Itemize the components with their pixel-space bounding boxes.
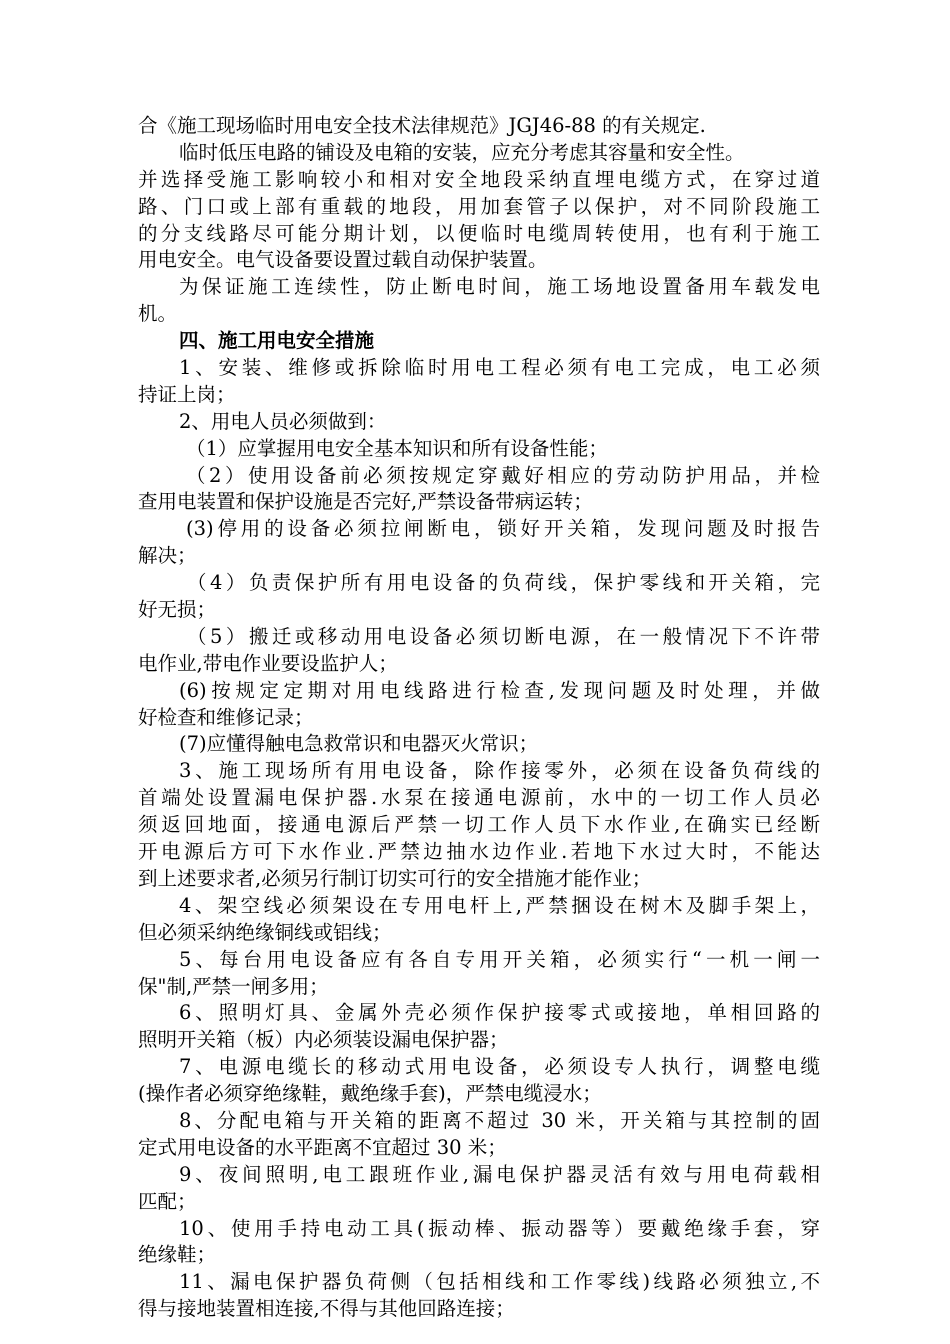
text-line: 用电安全。电气设备要设置过载自动保护装置。 xyxy=(138,248,548,272)
text-line: 查用电装置和保护设施是否完好,严禁设备带病运转； xyxy=(138,490,593,514)
text-line: （2）使用设备前必须按规定穿戴好相应的劳动防护用品，并检 xyxy=(186,463,820,487)
text-line: 路、门口或上部有重载的地段，用加套管子以保护，对不同阶段施工 xyxy=(138,194,820,218)
text-line: 为保证施工连续性，防止断电时间，施工场地设置备用车载发电 xyxy=(179,275,820,299)
text-line: (6)按规定定期对用电线路进行检查,发现问题及时处理，并做 xyxy=(179,678,820,702)
text-line: 8、分配电箱与开关箱的距离不超过 30 米，开关箱与其控制的固 xyxy=(179,1108,820,1132)
text-line: 好无损； xyxy=(138,598,217,622)
text-line: 3、施工现场所有用电设备，除作接零外，必须在设备负荷线的 xyxy=(179,759,820,783)
text-line: 持证上岗； xyxy=(138,382,236,406)
text-line: 6、照明灯具、金属外壳必须作保护接零式或接地，单相回路的 xyxy=(179,1001,820,1025)
text-line: 但必须采纳绝缘铜线或铝线； xyxy=(138,920,392,944)
text-line: 1、安装、维修或拆除临时用电工程必须有电工完成，电工必须 xyxy=(179,356,820,380)
text-line: 合《施工现场临时用电安全技术法律规范》JGJ46-88 的有关规定. xyxy=(138,114,706,137)
text-line: （4）负责保护所有用电设备的负荷线，保护零线和开关箱，完 xyxy=(187,571,820,595)
text-line: 得与接地装置相连接,不得与其他回路连接； xyxy=(138,1297,515,1321)
text-line: 到上述要求者,必须另行制订切实可行的安全措施才能作业； xyxy=(138,866,652,890)
text-line: 2、用电人员必须做到： xyxy=(179,409,387,433)
text-line: 须返回地面，接通电源后严禁一切工作人员下水作业,在确实已经断 xyxy=(138,813,820,837)
text-line: 并选择受施工影响较小和相对安全地段采纳直埋电缆方式，在穿过道 xyxy=(138,167,820,191)
text-line: 开电源后方可下水作业.严禁边抽水边作业.若地下水过大时，不能达 xyxy=(138,840,820,864)
text-line: 首端处设置漏电保护器.水泵在接通电源前，水中的一切工作人员必 xyxy=(138,786,820,810)
text-line: 4、架空线必须架设在专用电杆上,严禁捆设在树木及脚手架上， xyxy=(179,893,820,917)
text-line: 匹配； xyxy=(138,1189,197,1213)
text-line: 照明开关箱（板）内必须装设漏电保护器； xyxy=(138,1028,509,1052)
text-line: 的分支线路尽可能分期计划，以便临时电缆周转使用，也有利于施工 xyxy=(138,221,820,245)
text-line: 11、漏电保护器负荷侧（包括相线和工作零线)线路必须独立,不 xyxy=(179,1270,820,1294)
text-line: (7)应懂得触电急救常识和电器灭火常识； xyxy=(179,732,539,756)
text-line: 10、使用手持电动工具(振动棒、振动器等）要戴绝缘手套，穿 xyxy=(179,1216,820,1240)
text-line: 临时低压电路的铺设及电箱的安装，应充分考虑其容量和安全性。 xyxy=(179,140,745,164)
section-heading: 四、施工用电安全措施 xyxy=(179,329,375,353)
text-line: 绝缘鞋； xyxy=(138,1243,217,1267)
text-line: 好检查和维修记录； xyxy=(138,705,314,729)
text-line: （1）应掌握用电安全基本知识和所有设备性能； xyxy=(186,436,608,460)
text-line: 5、每台用电设备应有各自专用开关箱，必须实行“一机一闸一 xyxy=(179,947,820,971)
text-line: 9、夜间照明,电工跟班作业,漏电保护器灵活有效与用电荷载相 xyxy=(179,1162,820,1186)
text-line: （5）搬迁或移动用电设备必须切断电源，在一般情况下不许带 xyxy=(187,624,820,648)
text-line: 电作业,带电作业要设监护人； xyxy=(138,651,398,675)
text-line: (操作者必须穿绝缘鞋，戴绝缘手套)，严禁电缆浸水； xyxy=(138,1082,602,1106)
text-line: 保"制,严禁一闸多用； xyxy=(138,974,329,998)
text-line: 机。 xyxy=(138,302,178,326)
text-line: 定式用电设备的水平距离不宜超过 30 米； xyxy=(138,1135,507,1159)
text-line: 解决； xyxy=(138,544,197,568)
text-line: 7、电源电缆长的移动式用电设备，必须设专人执行，调整电缆 xyxy=(179,1055,820,1079)
text-line: (3)停用的设备必须拉闸断电，锁好开关箱，发现问题及时报告 xyxy=(186,517,820,541)
